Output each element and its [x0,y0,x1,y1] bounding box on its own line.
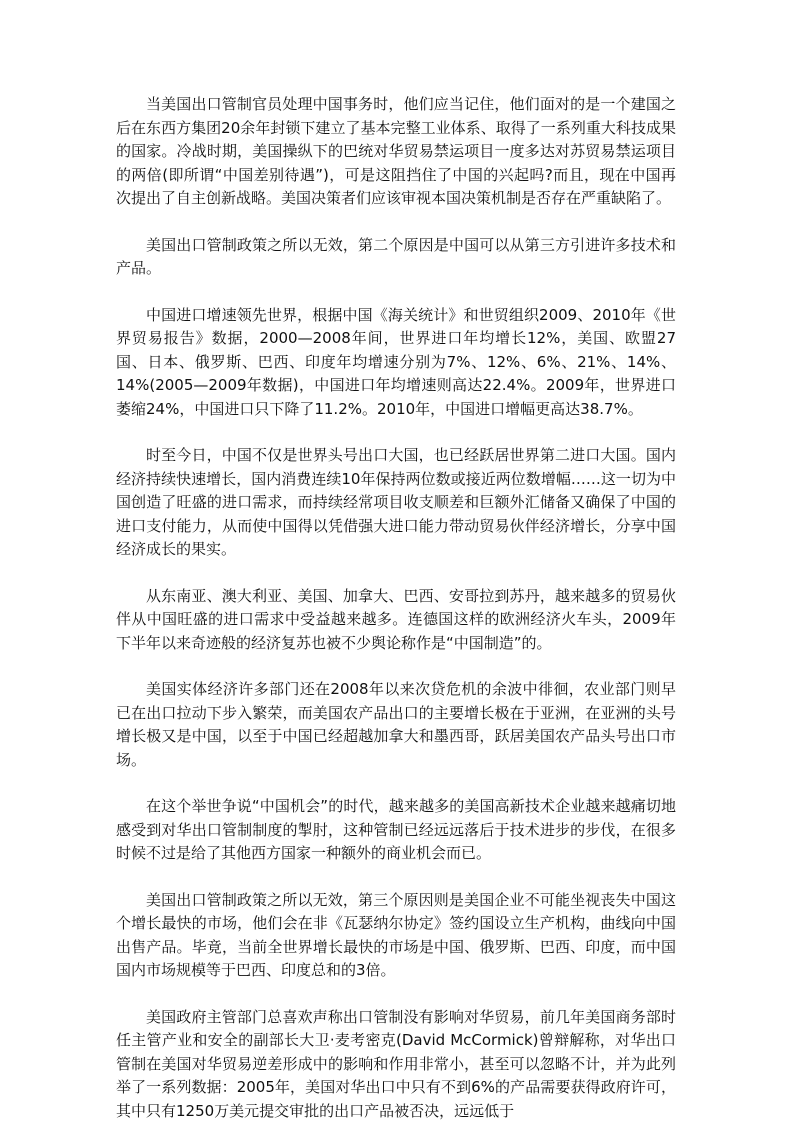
document-body [116,93,676,1123]
paragraph-7: 在这个举世争说“中国机会”的时代，越来越多的美国高新技术企业越来越痛切地感受到对华出口管制制度的掣肘，这种管制已经远远落后于技术进步的步伐，在很多时候不过是给了其他西方国家一种额外的商业机会而已。 [116,797,676,862]
paragraph-9: 美国政府主管部门总喜欢声称出口管制没有影响对华贸易，前几年美国商务部时任主管产业和安全的副部长大卫·麦考密克(David McCormick)曾辩解称，对华出口管制在美国对华贸易逆差形成中的影响和作用非常小，甚至可以忽略不计，并为此列举了一系列数据：2005年，美国对华出口中只有不到6%的产品需要获得政府许可，其中只有1250万美元提交审批的出口产品被否决，远远低于 [116,1007,676,1120]
paragraph-1: 当美国出口管制官员处理中国事务时，他们应当记住，他们面对的是一个建国之后在东西方集团20余年封锁下建立了基本完整工业体系、取得了一系列重大科技成果的国家。冷战时期，美国操纵下的巴统对华贸易禁运项目一度多达对苏贸易禁运项目的两倍(即所谓“中国差别待遇”)，可是这阻挡住了中国的兴起吗?而且，现在中国再次提出了自主创新战略。美国决策者们应该审视本国决策机制是否存在严重缺陷了。 [116,95,676,207]
paragraph-4: 时至今日，中国不仅是世界头号出口大国，也已经跃居世界第二进口大国。国内经济持续快速增长，国内消费连续10年保持两位数或接近两位数增幅……这一切为中国创造了旺盛的进口需求，而持续经常项目收支顺差和巨额外汇储备又确保了中国的进口支付能力，从而使中国得以凭借强大进口能力带动贸易伙伴经济增长，分享中国经济成长的果实。 [116,446,676,558]
paragraph-6: 美国实体经济许多部门还在2008年以来次贷危机的余波中徘徊，农业部门则早已在出口拉动下步入繁荣，而美国农产品出口的主要增长极在于亚洲，在亚洲的头号增长极又是中国，以至于中国已经超越加拿大和墨西哥，跃居美国农产品头号出口市场。 [116,680,676,769]
paragraph-2: 美国出口管制政策之所以无效，第二个原因是中国可以从第三方引进许多技术和产品。 [116,235,676,277]
paragraph-8: 美国出口管制政策之所以无效，第三个原因则是美国企业不可能坐视丧失中国这个增长最快的市场，他们会在非《瓦瑟纳尔协定》签约国设立生产机构，曲线向中国出售产品。毕竟，当前全世界增长最快的市场是中国、俄罗斯、巴西、印度，而中国国内市场规模等于巴西、印度总和的3倍。 [116,890,676,979]
paragraph-3: 中国进口增速领先世界，根据中国《海关统计》和世贸组织2009、2010年《世界贸易报告》数据，2000—2008年间，世界进口年均增长12%，美国、欧盟27国、日本、俄罗斯、巴西、印度年均增速分别为7%、12%、6%、21%、14%、14%(2005—2009年数据)，中国进口年均增速则高达22.4%。2009年，世界进口萎缩24%，中国进口只下降了11.2%。2010年，中国进口增幅更高达38.7%。 [116,305,676,418]
paragraph-5: 从东南亚、澳大利亚、美国、加拿大、巴西、安哥拉到苏丹，越来越多的贸易伙伴从中国旺盛的进口需求中受益越来越多。连德国这样的欧洲经济火车头，2009年下半年以来奇迹般的经济复苏也被不少舆论称作是“中国制造”的。 [116,586,676,652]
